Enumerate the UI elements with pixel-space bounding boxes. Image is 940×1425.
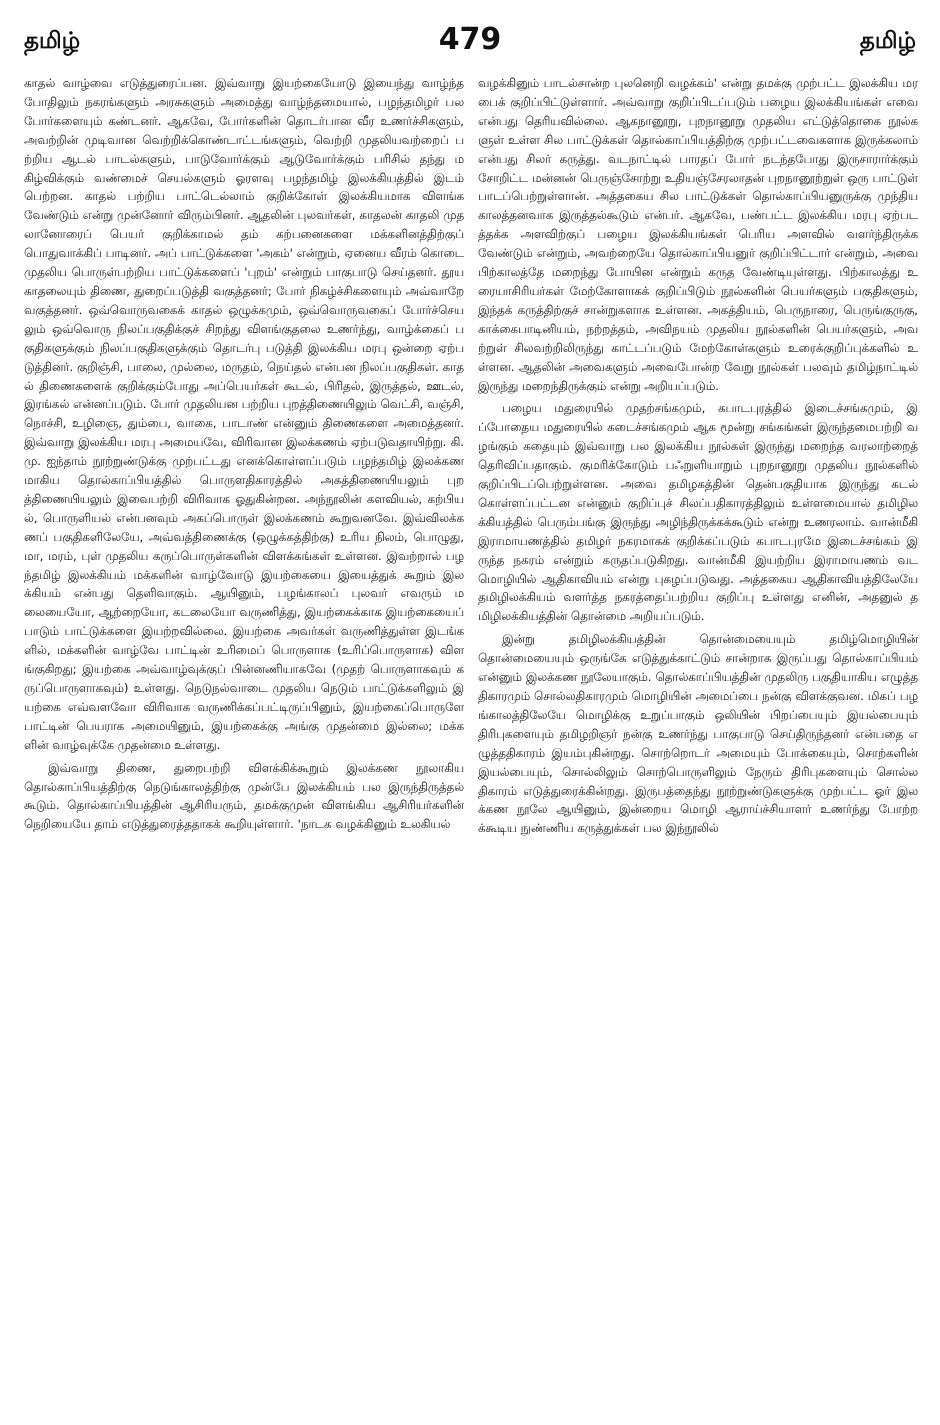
running-head-right: தமிழ் <box>859 28 916 54</box>
page-number: 479 <box>438 22 502 57</box>
paragraph: காதல் வாழ்வை எடுத்துரைப்பன. இவ்வாறு இயற்கையோடு இயைந்து வாழ்ந்த போதிலும் நகரங்களும் அரசுகளும் அமைத்து வாழ்ந்தமையால், பழந்தமிழர் பல போர்களையும் கண்டனர். ஆகவே, போர்களின் தொடர்பான வீர உணர்ச்சிகளும், அவற்றின் முடிவான வெற்றிக்கொண்டாட்டங்களும், வெற்றி முதலியவற்றைப் பற்றிய ஆடல் பாடல்களும், பாடுவோர்க்கும் ஆடுவோர்க்கும் பரிசில் தந்து மகிழ்விக்கும் வண்மைச் செயல்களும் ஓரளவு பழந்தமிழ் இலக்கியத்தில் இடம் பெற்றன. காதல் பற்றிய பாட்டெல்லாம் குறிக்கோள் இலக்கியமாக விளங்க வேண்டும் என்று முன்னோர் விரும்பினர். ஆதலின் புலவர்கள், காதலன் காதலி முதலானோரைப் பெயர் குறிக்காமல் தம் கற்பனைகளை மக்களினத்திற்குப் பொதுவாக்கிப் பாடினர். அப் பாட்டுக்களை 'அகம்' என்றும், ஏனைய வீரம் கொடை முதலிய பொருள்பற்றிய பாட்டுக்களைப் 'புறம்' என்றும் பாகுபாடு செய்தனர். தூய காதலையும் திணை, துறைப்படுத்தி வகுத்தனர்; போர் நிகழ்ச்சிகளையும் அவ்வாறே வகுத்தனர். ஒவ்வொருவகைக் காதல் ஒழுக்கமும், ஒவ்வொருவகைப் போர்ச்செயலும் ஒவ்வொரு நிலப்பகுதிக்குச் சிறந்து விளங்குதலை உணர்ந்து, வாழ்க்கைப் பகுதிகளுக்கும் நிலப்பகுதிகளுக்கும் தொடர்பு படுத்தி இலக்கிய மரபு ஒன்றை ஏற்படுத்தினர். குறிஞ்சி, பாலை, முல்லை, மருதம், நெய்தல் என்பன நிலப்பகுதிகள். காதல் திணைகளைக் குறிக்கும்போது அப்பெயர்கள் கூடல், பிரிதல், இருத்தல், ஊடல், இரங்கல் என்னப்படும். போர் முதலியன பற்றிய புறத்திணையிலும் வெட்சி, வஞ்சி, நொச்சி, உழிஞை, தும்பை, வாகை, பாடாண் என்னும் திணைகளை அமைத்தனர். இவ்வாறு இலக்கிய மரபு அமையவே, விரிவான இலக்கணம் ஏற்படுவதாயிற்று. கி. மு. ஐந்தாம் நூற்றுண்டுக்கு முற்பட்டது எனக்கொள்ளப்படும் பழந்தமிழ் இலக்கணமாகிய தொல்காப்பியத்தில் பொருளதிகாரத்தில் அகத்திணையியலும் புறத்திணையியலும் இவைபற்றி விரிவாக ஓதுகின்றன. அந்நூலின் களவியல், கற்பியல், பொருளியல் என்பனவும் அகப்பொருள் இலக்கணம் கூறுவனவே. இவ்விலக்கணப் பகுதிகளிலேயே, அவ்வத்திணைக்கு (ஒழுக்கத்திற்கு) உரிய நிலம், பொழுது, மா, மரம், புள் முதலிய கருப்பொருள்களின் விளக்கங்கள் உள்ளன. இவற்றால் பழந்தமிழ் இலக்கியம் மக்களின் வாழ்வோடு இயற்கையை இயைத்துக் கூறும் இலக்கியம் என்பது தெளிவாகும். ஆயினும், பழங்காலப் புலவர் எவரும் மலையையோ, ஆற்றையோ, கடலையோ வருணித்து, இயற்கைக்காக இயற்கையைப் பாடும் பாட்டுக்களை இயற்றவில்லை. இயற்கை அவர்கள் வருணித்துள்ள இடங்களில், மக்களின் வாழ்வே பாட்டின் உரிமைப் பொருளாக (உரிப்பொருளாக) விளங்குகிறது; இயற்கை அவ்வாழ்வுக்குப் பின்னணியாகவே (முதற் பொருளாகவும் கருப்பொருளாகவும்) உள்ளது. நெடுநல்வாடை முதலிய நெடும் பாட்டுக்களிலும் இயற்கை எவ்வளவோ விரிவாக வருணிக்கப்பட்டிருப்பினும், இயற்கைப்பொருளே பாட்டின் பெயராக அமையினும், இயற்கைக்கு அங்கு முதன்மை இல்லை; மக்களின் வாழ்வுக்கே முதன்மை உள்ளது. <box>24 76 464 752</box>
paragraph: பழைய மதுரையில் முதற்சங்கமும், கபாடபுரத்தில் இடைச்சங்கமும், இப்போதைய மதுரையில் கடைச்சங்கமும் ஆக மூன்று சங்கங்கள் இருந்தமைபற்றி வழங்கும் கதையும் இவ்வாறு பல இலக்கிய நூல்கள் இருந்து மறைந்த வரலாற்றைத் தெரிவிப்பதாகும். குமரிக்கோடும் பஃறுளியாறும் புறநானூறு முதலிய நூல்களில் குறிப்பிடப்பெற்றுள்ளன. அவை தமிழகத்தின் தென்பகுதியாக இருந்து கடல் கொள்ளப்பட்டன என்னும் குறிப்புச் சிலப்பதிகாரத்திலும் உள்ளமையால் தமிழிலக்கியத்தில் பெரும்பங்கு இருந்து அழிந்திருக்கக்கூடும் என்று உணரலாம். வான்மீகி இராமாயணத்தில் தமிழர் நகரமாகக் குறிக்கப்படும் கபாடபுரமே இடைச்சங்கம் இருந்த நகரம் என்றும் கருதப்படுகிறது. வான்மீகி இயற்றிய இராமாயணம் வடமொழியில் ஆதிகாவியம் என்று புகழப்படுவது. அத்தகைய ஆதிகாவியத்திலேயே தமிழிலக்கியம் வளர்த்த நகரத்தைப்பற்றிய குறிப்பு உள்ளது எனின், அதனுல் தமிழிலக்கியத்தின் தொன்மை அறியப்படும். <box>478 401 918 624</box>
paragraph: இவ்வாறு திணை, துறைபற்றி விளக்கிக்கூறும் இலக்கண நூலாகிய தொல்காப்பியத்திற்கு நெடுங்காலத்திற்கு முன்பே இலக்கியம் பல இருந்திருத்தல் கூடும். தொல்காப்பியத்தின் ஆசிரியரும், தமக்குமுன் விளங்கிய ஆசிரியர்களின் நெறியையே தாம் எடுத்துரைத்ததாகக் கூறியுள்ளார். 'நாடக வழக்கினும் உலகியல் <box>24 760 464 832</box>
running-head-left: தமிழ் <box>24 28 81 54</box>
right-column <box>478 74 918 1414</box>
paragraph: வழக்கினும் பாடல்சான்ற புலனெறி வழக்கம்' என்று தமக்கு முற்பட்ட இலக்கிய மரபைக் குறிப்பிட்டுள்ளார். அவ்வாறு குறிப்பிடப்படும் பழைய இலக்கியங்கள் எவை என்பது தெரியவில்லை. ஆகநானூறு, புறநானூறு முதலிய எட்டுத்தொகை நூல்களுள் உள்ள சில பாட்டுக்கள் தொல்காப்பியத்திற்கு முற்பட்டவைகளாக இருக்கலாம் என்பது சிலர் கருத்து. வடநாட்டில் பாரதப் போர் நடந்தபோது இருசாரார்க்கும் சோறிட்ட மன்னன் பெருஞ்சோற்று உதியஞ்சேரலாதன் புறநானூற்றுள் ஒரு பாட்டுள் பாடப்பெற்றுள்ளான். அத்தகைய சில பாட்டுக்கள் தொல்காப்பியனுருக்கு முந்திய காலத்தனவாக இருத்தல்கூடும் என்பர். ஆகவே, பண்பட்ட இலக்கிய மரபு ஏற்படத்தக்க அளவிற்குப் பழைய இலக்கியங்கள் பெரிய அளவில் வளர்ந்திருக்க வேண்டும் என்றும், அவற்றையே தொல்காப்பியனுர் குறிப்பிட்டார் என்றும், அவை பிற்காலத்தே மறைந்து போயின என்றும் கருத வேண்டியுள்ளது. பிற்காலத்து உரையாசிரியர்கள் மேற்கோளாகக் குறிப்பிடும் நூல்களின் பெயர்களும் பகுதிகளும், இந்தக் கருத்திற்குச் சான்றுகளாக உள்ளன. அகத்தியம், பெருநாரை, பெருங்குருகு, காக்கைபாடினியம், நற்றத்தம், அவிநயம் முதலிய நூல்களின் பெயர்களும், அவற்றுள் சிலவற்றிலிருந்து காட்டப்படும் மேற்கோள்களும் உரைக்குறிப்புக்களில் உள்ளன. ஆதலின் அவைகளும் அவைபோன்ற வேறு நூல்கள் பலவும் தமிழ்நாட்டில் இருந்து மறைந்திருக்கும் என்று அறியப்படும். <box>478 76 918 393</box>
page-header <box>24 22 916 62</box>
left-column <box>24 74 464 1414</box>
paragraph: இன்று தமிழிலக்கியத்தின் தொன்மையையும் தமிழ்மொழியின் தொன்மையையும் ஒருங்கே எடுத்துக்காட்டும் சான்றாக இருப்பது தொல்காப்பியம் என்னும் இலக்கண நூலேயாகும். தொல்காப்பியத்தின் முதலிரு பகுதியாகிய எழுத்ததிகாரமும் சொல்லதிகாரமும் மொழியின் அமைப்பை நன்கு விளக்குவன. மிகப் பழங்காலத்திலேயே மொழிக்கு உறுப்பாகும் ஒலியின் பிறப்பையும் இயல்பையும் திரிபுகளையும் தமிழறிஞர் நன்கு உணர்ந்து பாகுபாடு செய்திருந்தனர் என்பதை எழுத்ததிகாரம் இயம்புகின்றது. சொற்றொடர் அமையும் போக்கையும், சொற்களின் இயல்பையும், சொல்லிலும் சொற்பொருளிலும் நேரும் திரிபுகளையும் சொல்லதிகாரம் எடுத்துரைக்கின்றது. இருபத்தைந்து நூற்றுண்டுகளுக்கு முற்பட்ட ஓர் இலக்கண நூலே ஆயினும், இன்றைய மொழி ஆராய்ச்சியாளர் உணர்ந்து போற்றக்கூடிய நுண்ணிய கருத்துக்கள் பல இந்நூலில் <box>478 632 918 836</box>
